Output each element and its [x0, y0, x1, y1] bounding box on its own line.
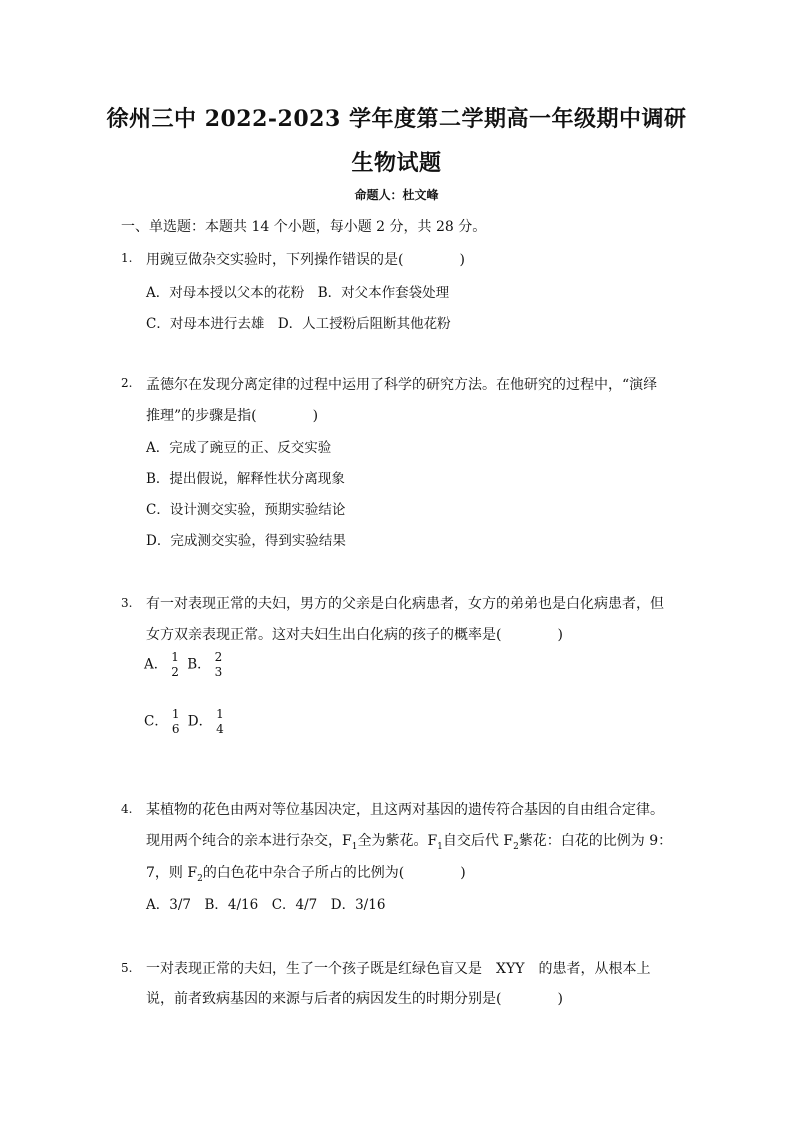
- text-run: 的白色花中杂合子所占的比例为( ): [202, 865, 466, 881]
- question-number: 3.: [121, 596, 133, 610]
- option-line: C．设计测交实验，预期实验结论: [146, 502, 346, 518]
- option-line: D．完成测交实验，得到实验结果: [146, 533, 346, 549]
- question-number: 1.: [121, 251, 133, 265]
- exam-title-line2: 生物试题: [351, 150, 442, 176]
- fraction: [172, 707, 180, 737]
- fraction-denominator: 2: [171, 665, 179, 679]
- fraction: [215, 650, 223, 680]
- question-text: 一对表现正常的夫妇，生了一个孩子既是红绿色盲又是 XYY 的患者，从根本上: [146, 961, 651, 977]
- fraction: [216, 707, 224, 737]
- question-text: [146, 830, 672, 852]
- text-run: 紫花：白花的比例为 9：: [518, 833, 673, 849]
- question-text: 孟德尔在发现分离定律的过程中运用了科学的研究方法。在他研究的过程中，“演绎: [146, 377, 658, 393]
- fraction: [171, 650, 179, 680]
- exam-author: 命题人：杜文峰: [354, 188, 439, 202]
- option-line: B．提出假说，解释性状分离现象: [146, 471, 345, 487]
- question-number: 4.: [121, 802, 133, 816]
- option-line: [144, 650, 226, 680]
- option-label: D．: [187, 713, 213, 730]
- question-number: 5.: [121, 961, 133, 975]
- fraction-denominator: 4: [216, 722, 224, 736]
- subscript: 1: [437, 841, 443, 852]
- fraction-numerator: 2: [214, 650, 223, 664]
- question-text: [146, 862, 466, 884]
- option-line: A．对母本授以父本的花粉 B．对父本作套袋处理: [146, 285, 450, 301]
- fraction-numerator: 1: [171, 650, 179, 664]
- fraction-denominator: 6: [171, 722, 180, 736]
- option-line: A．完成了豌豆的正、反交实验: [146, 440, 332, 456]
- question-text: 推理”的步骤是指( ): [146, 408, 319, 424]
- option-label: C．: [144, 713, 168, 730]
- question-text: 用豌豆做杂交实验时，下列操作错误的是( ): [146, 252, 465, 268]
- option-line: [144, 707, 228, 737]
- text-run: 7，则 F: [146, 865, 198, 881]
- text-run: 现用两个纯合的亲本进行杂交，F: [146, 833, 352, 849]
- question-text: 某植物的花色由两对等位基因决定，且这两对基因的遗传符合基因的自由组合定律。: [146, 802, 664, 818]
- question-text: 说，前者致病基因的来源与后者的病因发生的时期分别是( ): [146, 991, 563, 1007]
- option-label: B．: [187, 656, 211, 673]
- subscript: 1: [351, 841, 358, 852]
- fraction-numerator: 1: [216, 707, 224, 721]
- section-heading: 一、单选题：本题共 14 个小题，每小题 2 分，共 28 分。: [121, 219, 487, 235]
- option-line: A．3/7 B．4/16 C．4/7 D．3/16: [146, 897, 386, 913]
- subscript: 2: [197, 873, 203, 884]
- subscript: 2: [513, 841, 519, 852]
- exam-title-line1: 徐州三中 2022-2023 学年度第二学期高一年级期中调研: [106, 106, 687, 132]
- text-run: 自交后代 F: [442, 833, 514, 849]
- option-line: C．对母本进行去雄 D．人工授粉后阻断其他花粉: [146, 316, 451, 332]
- question-text: 有一对表现正常的夫妇，男方的父亲是白化病患者，女方的弟弟也是白化病患者，但: [146, 596, 664, 612]
- question-text: 女方双亲表现正常。这对夫妇生出白化病的孩子的概率是( ): [146, 627, 563, 643]
- question-number: 2.: [121, 376, 133, 390]
- text-run: 全为紫花。F: [357, 833, 438, 849]
- fraction-numerator: 1: [171, 707, 180, 721]
- fraction-denominator: 3: [214, 665, 223, 679]
- option-label: A．: [144, 656, 168, 673]
